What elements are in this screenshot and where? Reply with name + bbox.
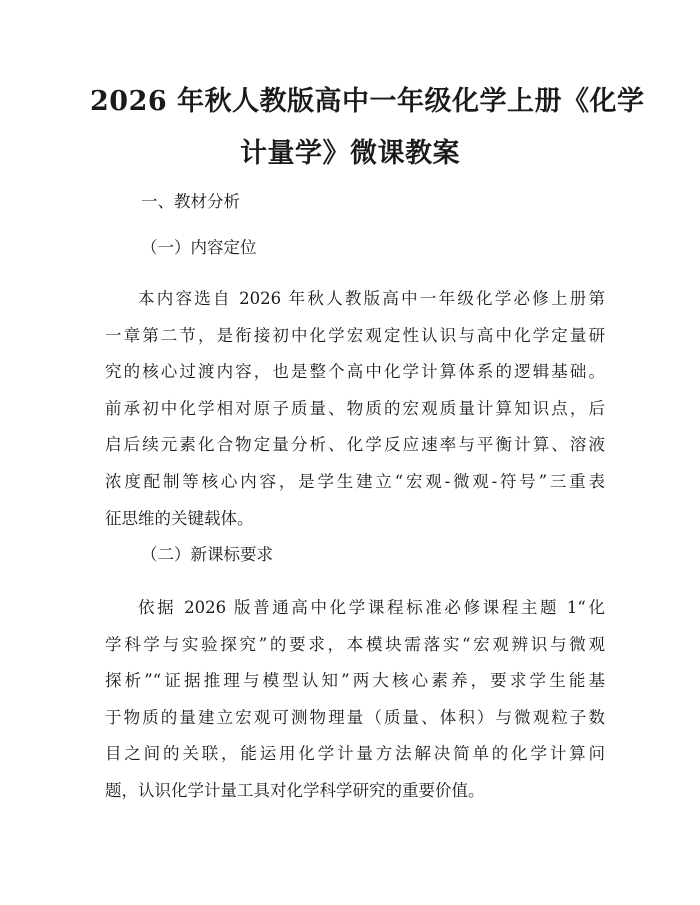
paragraph-line: 于物质的量建立宏观可测物理量（质量、体积）与微观粒子数 (105, 707, 605, 727)
paragraph-line: 目之间的关联，能运用化学计量方法解决简单的化学计算问 (105, 744, 605, 764)
paragraph-line: 探析”“证据推理与模型认知”两大核心素养，要求学生能基 (105, 671, 605, 691)
paragraph-line: 依据 2026 版普通高中化学课程标准必修课程主题 1“化 (138, 598, 605, 617)
paragraph-line: 学科学与实验探究”的要求，本模块需落实“宏观辨识与微观 (105, 634, 605, 654)
paragraph-line: 启后续元素化合物定量分析、化学反应速率与平衡计算、溶液 (105, 435, 605, 455)
paragraph-curriculum-requirements (105, 590, 605, 810)
paragraph-line: 题，认识化学计量工具对化学科学研究的重要价值。 (105, 780, 485, 800)
document-title-line-2: 计量学》微课教案 (240, 138, 460, 169)
section-heading-textbook-analysis: 一、教材分析 (141, 192, 240, 211)
document-title-line-1: 2026 年秋人教版高中一年级化学上册《化学 (90, 86, 645, 117)
paragraph-line: 究的核心过渡内容，也是整个高中化学计算体系的逻辑基础。 (105, 362, 605, 382)
subsection-heading-content-positioning: （一）内容定位 (141, 238, 257, 257)
paragraph-line: 一章第二节，是衔接初中化学宏观定性认识与高中化学定量研 (105, 325, 605, 345)
paragraph-line: 浓度配制等核心内容，是学生建立“宏观-微观-符号”三重表 (105, 471, 605, 491)
paragraph-line: 本内容选自 2026 年秋人教版高中一年级化学必修上册第 (138, 289, 605, 308)
subsection-heading-new-curriculum-requirements: （二）新课标要求 (141, 545, 273, 564)
paragraph-content-positioning (105, 281, 605, 537)
paragraph-line: 前承初中化学相对原子质量、物质的宏观质量计算知识点，后 (105, 398, 605, 418)
paragraph-line: 征思维的关键载体。 (105, 508, 254, 528)
